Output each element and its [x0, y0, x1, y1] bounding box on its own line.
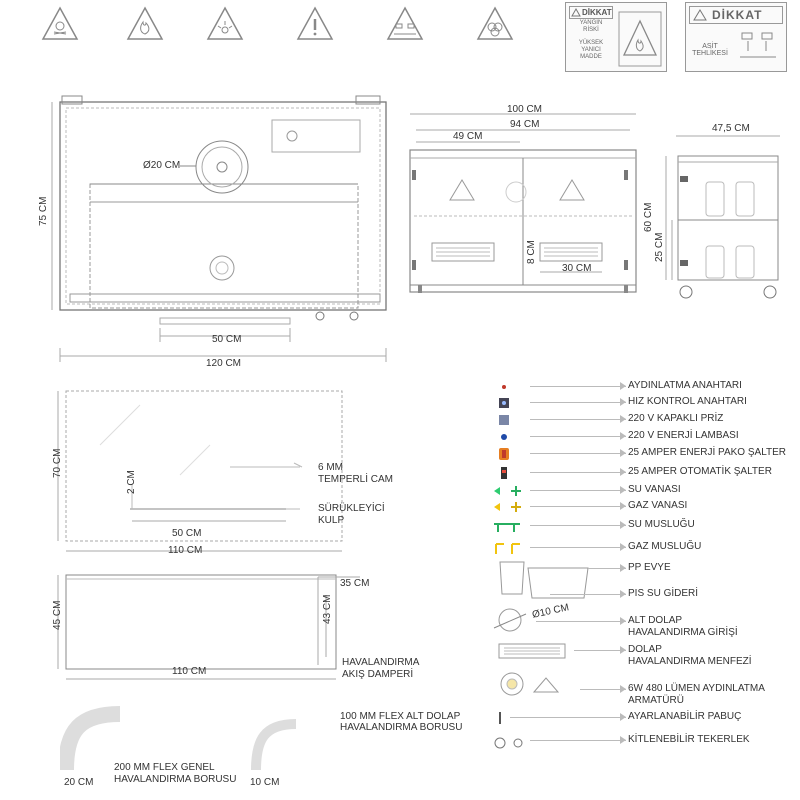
legend-item-label: SU MUSLUĞU: [628, 519, 695, 530]
legend-item-label: GAZ VANASI: [628, 500, 688, 511]
legend-item-label-line2: ARMATÜRÜ: [628, 695, 684, 706]
legend-item-label: 25 AMPER OTOMATİK ŞALTER: [628, 466, 772, 477]
water-tap-icon: [490, 518, 526, 534]
legend-item: [490, 733, 790, 749]
vent-height-label: 8 CM: [526, 240, 537, 264]
flex-pipe-small-icon: [256, 724, 296, 770]
legend-item: [490, 643, 790, 667]
handle-label: KULP: [318, 515, 345, 526]
inner-width-label: 50 CM: [212, 334, 242, 345]
legend-item-label: AYDINLATMA ANAHTARI: [628, 380, 742, 391]
cabinet-total-width-label: 100 CM: [507, 104, 543, 115]
caster-wheel-icon: [764, 286, 776, 298]
legend-item-label: 25 AMPER ENERJİ PAKO ŞALTER: [628, 447, 787, 458]
large-pipe-label: HAVALANDIRMA BORUSU: [114, 774, 237, 785]
flex-pipe-large-icon: [66, 714, 120, 770]
grille-vent-icon: [540, 243, 602, 261]
caster-wheel-icon: [680, 286, 692, 298]
fire-sign-line: YANICI: [581, 47, 601, 53]
acid-hazard-sign: [685, 2, 787, 72]
large-pipe-size-label: 20 CM: [64, 777, 94, 788]
glass-type-label: 6 MM: [318, 462, 343, 473]
caster-wheel-icon: [490, 733, 526, 749]
gas-valve-icon: [490, 499, 526, 515]
under-cabinet-front-view: [400, 100, 650, 300]
legend-item: [490, 429, 790, 445]
explosive-icon: [205, 4, 245, 44]
cabinet-door-width-label: 49 CM: [453, 131, 483, 142]
fume-hood-front-view: [0, 80, 400, 380]
legend-item: [490, 710, 790, 726]
legend-item: [490, 465, 790, 481]
acid-sign-header: DİKKAT: [712, 8, 763, 22]
legend-item: [490, 379, 790, 395]
damper-depth-label: 35 CM: [340, 578, 370, 589]
under-cabinet-side-view: [640, 120, 800, 310]
legend-item: [490, 483, 790, 499]
bottle-icon: [706, 182, 754, 278]
legend-item: [490, 614, 790, 638]
warning-triangle-icon: [571, 8, 581, 17]
handle-offset-label: 2 CM: [126, 470, 137, 494]
speed-knob-icon: [490, 395, 526, 411]
legend-item-label: KİTLENEBİLİR TEKERLEK: [628, 734, 750, 745]
lamp-dot-icon: [490, 429, 526, 445]
legend-item-label: 220 V KAPAKLI PRİZ: [628, 413, 724, 424]
large-pipe-label: 200 MM FLEX GENEL: [114, 762, 215, 773]
adjustable-foot-icon: [490, 710, 526, 726]
fire-sign-line: MADDE: [580, 54, 602, 60]
flammable-icon: [618, 11, 662, 67]
legend-item: [490, 499, 790, 515]
switch-dot-icon: [490, 379, 526, 395]
legend-item: [490, 395, 790, 411]
warning-triangle-icon: [450, 180, 474, 200]
warning-triangle-icon: [693, 9, 707, 21]
legend-item: [490, 561, 790, 577]
fire-risk-sign: [565, 2, 667, 72]
damper-label: HAVALANDIRMA: [342, 657, 420, 668]
cabinet-depth-label: 47,5 CM: [712, 123, 750, 134]
legend-item-label: DOLAP: [628, 644, 662, 655]
legend-item-label: SU VANASI: [628, 484, 681, 495]
legend-item: [490, 682, 790, 706]
legend-item-label-line2: HAVALANDIRMA GİRİŞİ: [628, 627, 738, 638]
warning-triangle-icon: [560, 180, 584, 200]
pako-switch-icon: [490, 446, 526, 462]
grille-vent-icon: [432, 243, 494, 261]
fire-sign-line: RİSKİ: [583, 27, 599, 33]
corrosive-icon: [385, 4, 425, 44]
small-pipe-size-label: 10 CM: [250, 777, 280, 788]
shelf-height-label: 25 CM: [654, 232, 665, 262]
fire-sign-header: DİKKAT: [582, 8, 612, 17]
damper-label: AKIŞ DAMPERİ: [342, 669, 414, 680]
small-pipe-label: 100 MM FLEX ALT DOLAP: [340, 711, 461, 722]
legend-item-label: GAZ MUSLUĞU: [628, 541, 702, 552]
acid-sign-line: TEHLİKESİ: [692, 50, 728, 57]
fire-sign-line: YANGIN: [579, 20, 603, 26]
small-pipe-label: HAVALANDIRMA BORUSU: [340, 722, 463, 733]
vent-width-label: 30 CM: [562, 263, 592, 274]
damper-height-label: 45 CM: [52, 600, 63, 630]
legend-item: [490, 540, 790, 556]
legend-item: [490, 412, 790, 428]
cabinet-inner-width-label: 94 CM: [510, 119, 540, 130]
legend-item: [490, 446, 790, 462]
hood-width-label: 120 CM: [206, 358, 242, 369]
glass-width-label: 110 CM: [168, 545, 203, 556]
legend-item-label: PP EVYE: [628, 562, 671, 573]
acid-sign-line: ASİT: [702, 43, 718, 50]
glass-height-label: 70 CM: [52, 448, 63, 478]
handle-width-label: 50 CM: [172, 528, 202, 539]
damper-width-label: 110 CM: [172, 666, 207, 677]
legend-item-label: PIS SU GİDERİ: [628, 588, 699, 599]
handle-label: SÜRÜKLEYİCİ: [318, 503, 385, 514]
legend-item-label: 220 V ENERJİ LAMBASI: [628, 430, 739, 441]
legend-item-label: ALT DOLAP: [628, 615, 683, 626]
legend-item: [490, 518, 790, 534]
flammable-icon: [125, 4, 165, 44]
socket-icon: [490, 412, 526, 428]
cabinet-height-label: 60 CM: [643, 202, 654, 232]
glass-type-label: TEMPERLİ CAM: [318, 474, 394, 485]
damper-inner-height-label: 43 CM: [322, 594, 333, 624]
toxic-skull-icon: [40, 4, 80, 44]
breaker-icon: [490, 465, 526, 481]
fan-icon: [196, 141, 248, 193]
fan-diameter-label: Ø20 CM: [143, 160, 181, 171]
legend-item-label: AYARLANABİLİR PABUÇ: [628, 711, 742, 722]
round-vent-size-label: Ø10 CM: [531, 602, 570, 621]
legend-item: [490, 587, 790, 603]
legend-item-label: 6W 480 LÜMEN AYDINLATMA: [628, 683, 765, 694]
exclamation-icon: [295, 4, 335, 44]
corrosive-icon: [736, 27, 780, 67]
fire-sign-line: YÜKSEK: [578, 40, 604, 46]
air-flow-damper: [40, 565, 380, 685]
legend-item-label-line2: HAVALANDIRMA MENFEZİ: [628, 656, 752, 667]
legend-item-label: HIZ KONTROL ANAHTARI: [628, 396, 747, 407]
gas-tap-icon: [490, 540, 526, 556]
hood-height-label: 75 CM: [38, 196, 49, 226]
water-valve-icon: [490, 483, 526, 499]
biohazard-icon: [475, 4, 515, 44]
